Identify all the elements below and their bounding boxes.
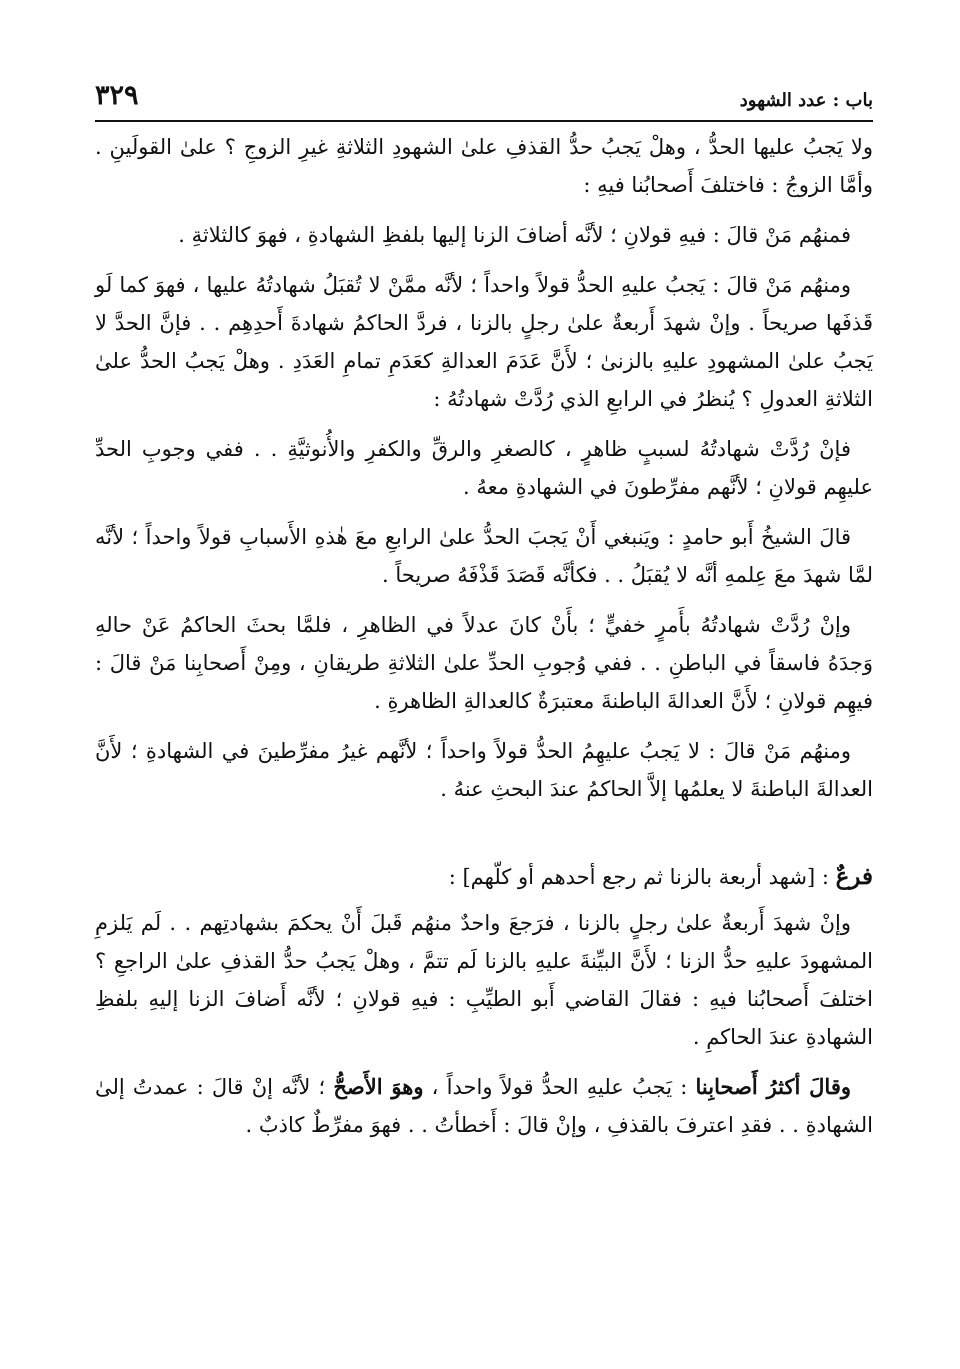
- running-title: باب : عدد الشهود: [739, 90, 873, 111]
- bold-emphasis: وهوَ الأَصحُّ: [333, 1074, 424, 1099]
- page-header: [95, 78, 873, 118]
- paragraph-text: : يَجبُ عليهِ الحدُّ قولاً واحداً ،: [423, 1075, 696, 1099]
- header-rule: [95, 120, 873, 122]
- paragraph: قالَ الشيخُ أَبو حامدٍ : ويَنبغي أَنْ يَجبَ الحدُّ علىٰ الرابعِ معَ هٰذهِ الأَسبابِ قولاً واحداً ؛ لأنَّه لمَّا شهدَ معَ عِلمهِ أنَّه لا يُقبَلُ . . فكأنَّه قَصَدَ قَذْفَهُ صريحاً .: [95, 525, 873, 587]
- paragraph: ولا يَجبُ عليها الحدُّ ، وهلْ يَجبُ حدُّ القذفِ علىٰ الشهودِ الثلاثةِ غيرِ الزوجِ ؟ علىٰ القولَينِ . وأمَّا الزوجُ : فاختلفَ أَصحابُنا فيهِ :: [95, 135, 873, 197]
- paragraph-text: ؛ لأنَّه إنْ قالَ : عمدتُ إلىٰ الشهادةِ . . فقدِ اعترفَ بالقذفِ ، وإنْ قالَ : أَخطأتُ . . فهوَ مفرِّطٌ كاذبٌ .: [95, 1075, 873, 1137]
- paragraph: ومنهُم مَنْ قالَ : لا يَجبُ عليهِمُ الحدُّ قولاً واحداً ؛ لأنَّهم غيرُ مفرِّطينَ في الشهادةِ ؛ لأَنَّ العدالةَ الباطنةَ لا يعلمُها إلاَّ الحاكمُ عندَ البحثِ عنهُ .: [95, 739, 873, 801]
- page-number: ٣٢٩: [95, 80, 139, 111]
- paragraph: وإنْ رُدَّتْ شهادتُهُ بأَمرٍ خفيٍّ ؛ بأَنْ كانَ عدلاً في الظاهرِ ، فلمَّا بحثَ الحاكمُ عَنْ حالهِ وَجدَهُ فاسقاً في الباطنِ . . ففي وُجوبِ الحدِّ علىٰ الثلاثةِ طريقانِ ، ومِنْ أَصحابِنا مَنْ قالَ : فيهِم قولانِ ؛ لأَنَّ العدالةَ الباطنةَ معتبرَةٌ كالعدالةِ الظاهرةِ .: [95, 613, 873, 713]
- paragraph: ومنهُم مَنْ قالَ : يَجبُ عليهِ الحدُّ قولاً واحداً ؛ لأنَّه ممَّنْ لا تُقبَلُ شهادتُهُ عليها ، فهوَ كما لَو قَذفَها صريحاً . وإنْ شهدَ أَربعةٌ علىٰ رجلٍ بالزنا ، فردَّ الحاكمُ شهادةَ أَحدِهِم . . فإنَّ الحدَّ لا يَجبُ علىٰ المشهودِ عليهِ بالزنىٰ ؛ لأَنَّ عَدَمَ العدالةِ كعَدَمِ تمامِ العَدَدِ . وهلْ يَجبُ الحدُّ علىٰ الثلاثةِ العدولِ ؟ يُنظرُ في الرابعِ الذي رُدَّتْ شهادتُهُ :: [95, 273, 873, 411]
- section-label: فرعٌ: [835, 863, 873, 890]
- section-heading: [95, 858, 873, 896]
- paragraph: فإنْ رُدَّتْ شهادتُهُ لسببٍ ظاهرٍ ، كالصغرِ والرقِّ والكفرِ والأُنوثيَّةِ . . ففي وجوبِ الحدِّ عليهِم قولانِ ؛ لأنَّهم مفرِّطونَ في الشهادةِ معهُ .: [95, 437, 873, 499]
- final-paragraph: [95, 1068, 873, 1144]
- paragraph: فمنهُم مَنْ قالَ : فيهِ قولانِ ؛ لأنَّه أضافَ الزنا إليها بلفظِ الشهادةِ ، فهوَ كالثلاثةِ .: [178, 223, 851, 247]
- bold-lead: وقالَ أكثرُ أَصحابِنا: [695, 1074, 851, 1099]
- paragraph: وإنْ شهدَ أَربعةٌ علىٰ رجلٍ بالزنا ، فرَجعَ واحدٌ منهُم قَبلَ أَنْ يحكمَ بشهادتِهم . . لَم يَلزمِ المشهودَ عليهِ حدُّ الزنا ؛ لأَنَّ البيِّنةَ عليهِ بالزنا لَم تتمَّ ، وهلْ يَجبُ حدُّ القذفِ علىٰ الراجعِ ؟ اختلفَ أَصحابُنا فيهِ : فقالَ القاضي أَبو الطيِّبِ : فيهِ قولانِ ؛ لأنَّه أَضافَ الزنا إليهِ بلفظِ الشهادةِ عندَ الحاكمِ .: [95, 911, 873, 1049]
- page-body: [95, 128, 873, 1156]
- section-title: : [شهد أربعة بالزنا ثم رجع أحدهم أو كلّهم] :: [448, 865, 836, 889]
